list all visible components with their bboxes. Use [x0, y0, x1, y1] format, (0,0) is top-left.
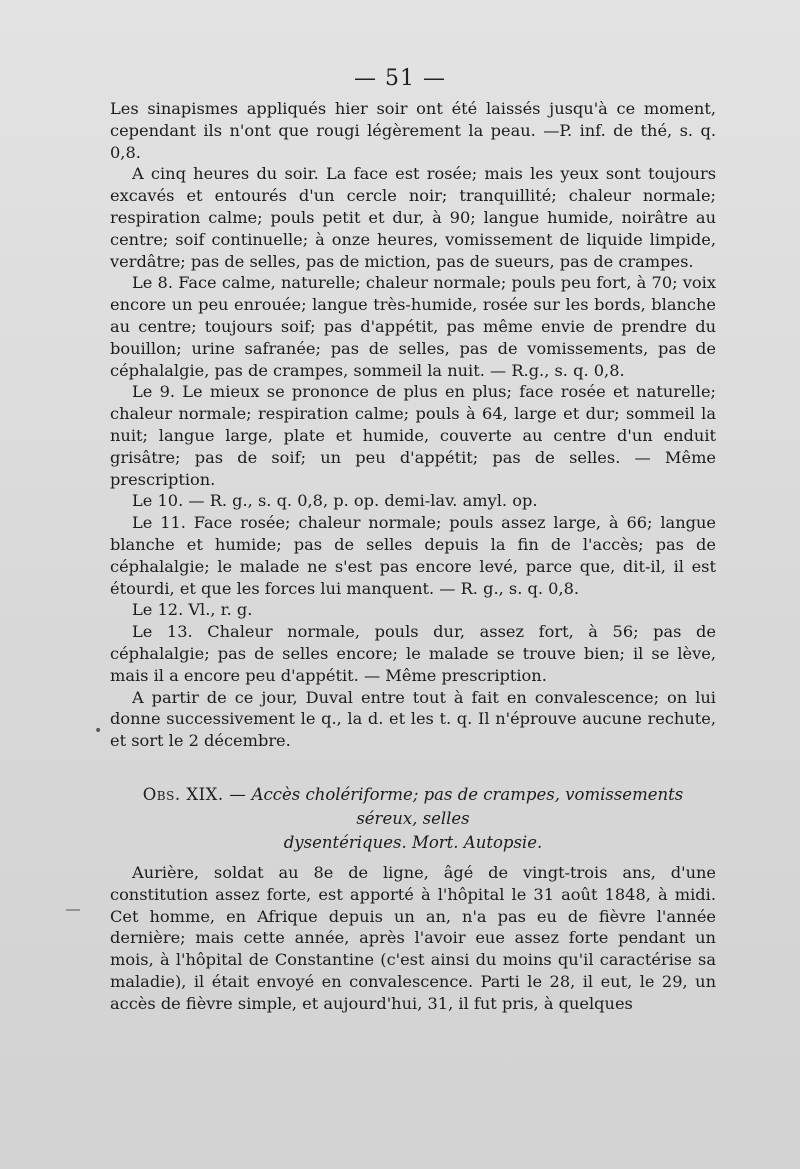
margin-mark: ― [66, 902, 80, 918]
observation-text [110, 862, 716, 1015]
paragraph-le-10: Le 10. — R. g., s. q. 0,8, p. op. demi-lav. amyl. op. [132, 491, 538, 511]
paragraph-sinapismes: Les sinapismes appliqués hier soir ont été laissés jusqu'à ce moment, cependant ils n'ont que rougi légèrement la peau. —P. inf. de thé, s. q. 0,8. [110, 99, 716, 162]
paragraph-le-9: Le 9. Le mieux se prononce de plus en plus; face rosée et naturelle; chaleur normale; respiration calme; pouls à 64, large et dur; sommeil la nuit; langue large, plate et humide, couverte au centre d'un enduit grisâtre; pas de soif; un peu d'appétit; pas de selles. — Même prescription. [110, 382, 716, 489]
paragraph-le-12: Le 12. Vl., r. g. [132, 600, 253, 620]
paragraph-convalescence: A partir de ce jour, Duval entre tout à fait en convalescence; on lui donne successivement le q., la d. et les t. q. Il n'éprouve aucune rechute, et sort le 2 décembre. [110, 687, 716, 751]
page-number: — 51 — [354, 66, 446, 91]
observation-title-line1: Accès cholériforme; pas de crampes, vomissements séreux, selles [251, 785, 684, 828]
paragraph-le-11: Le 11. Face rosée; chaleur normale; pouls assez large, à 66; langue blanche et humide; pas de selles depuis la fin de l'accès; pas de céphalalgie; le malade ne s'est pas encore levé, parce que, dit-il, il est étourdi, et que les forces lui manquent. — R. g., s. q. 0,8. [110, 513, 716, 598]
case-continuation-text [110, 98, 716, 752]
paragraph-auriere: Aurière, soldat au 8e de ligne, âgé de vingt-trois ans, d'une constitution assez forte, est apporté à l'hôpital le 31 août 1848, à midi. Cet homme, en Afrique depuis un an, n'a pas eu de fièvre l'année dernière; mais cette année, après l'avoir eue assez forte pendant un mois, à l'hôpital de Constantine (c'est ainsi du moins qu'il caractérise sa maladie), il était envoyé en convalescence. Parti le 28, il eut, le 29, un accès de fièvre simple, et aujourd'hui, 31, il fut pris, à quelques [110, 863, 716, 1013]
paragraph-cinq-heures: A cinq heures du soir. La face est rosée; mais les yeux sont toujours excavés et entourés d'un cercle noir; tranquillité; chaleur normale; respiration calme; pouls petit et dur, à 90; langue humide, noirâtre au centre; soif continuelle; à onze heures, vomissement de liquide limpide, verdâtre; pas de selles, pas de miction, pas de sueurs, pas de crampes. [110, 164, 716, 271]
margin-mark: • [94, 723, 103, 739]
observation-heading [110, 783, 716, 855]
paragraph-le-8: Le 8. Face calme, naturelle; chaleur normale; pouls peu fort, à 70; voix encore un peu enrouée; langue très-humide, rosée sur les bords, blanche au centre; toujours soif; pas d'appétit, pas même envie de prendre du bouillon; urine safranée; pas de selles, pas de vomissements, pas de céphalalgie, pas de crampes, sommeil la nuit. — R.g., s. q. 0,8. [110, 273, 716, 380]
observation-label: Obs. XIX. — [142, 785, 247, 804]
paragraph-le-13: Le 13. Chaleur normale, pouls dur, assez fort, à 56; pas de céphalalgie; pas de selles encore; le malade se trouve bien; il se lève, mais il a encore peu d'appétit. — Même prescription. [110, 622, 716, 685]
observation-title-line2: dysentériques. Mort. Autopsie. [283, 833, 543, 852]
